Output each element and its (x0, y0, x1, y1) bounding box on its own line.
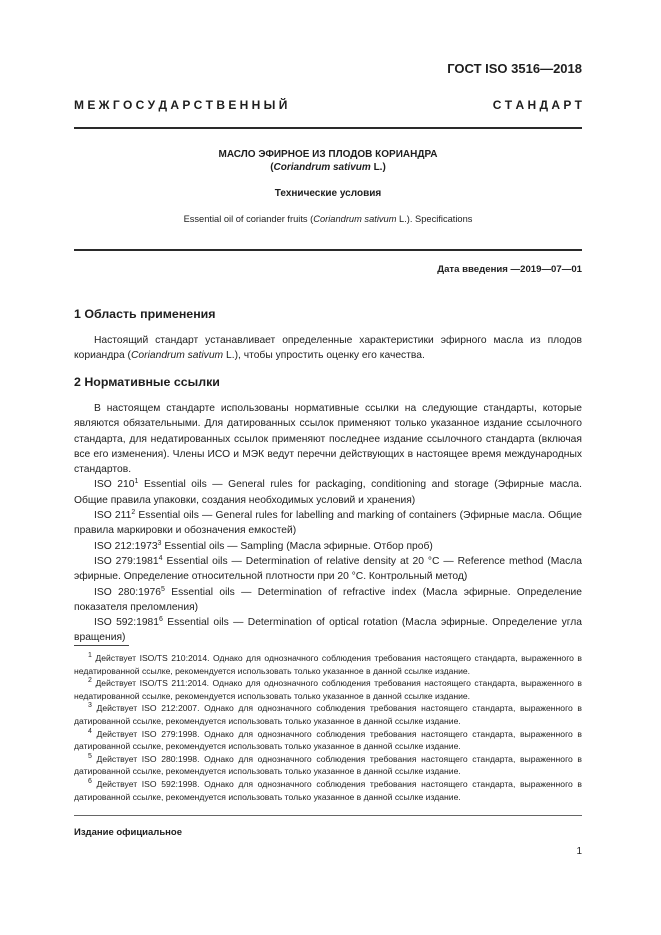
footnote-item: $^4$ Действует ISO 279:1998. Однако для однозначного соблюдения требования настоящего стандарта, выраженного в датированной ссылке, рекомендуется использовать только указанное в данной ссылке издание. (74, 727, 582, 752)
footnotes (74, 652, 582, 803)
introduction-date: Дата введения —2019—07—01 (437, 264, 582, 275)
section1-text-b: L.), чтобы упростить оценку его качества. (223, 350, 425, 362)
reference-item: ISO 212:1973$^3$ Essential oils — Sampling (Масла эфирные. Отбор проб) (94, 539, 433, 552)
section2-body (74, 401, 582, 646)
section1-paragraph (74, 333, 582, 364)
section1-heading: 1 Область применения (74, 307, 216, 321)
title-latin (74, 162, 582, 173)
footnote-item: $^2$ Действует ISO/TS 211:2014. Однако для однозначного соблюдения требования настоящего стандарта, выраженного в недатированной ссылке, рекомендуется использовать только указанное в данной ссылке издание. (74, 677, 582, 701)
section2-heading: 2 Нормативные ссылки (74, 375, 220, 389)
reference-item: ISO 592:1981$^6$ Essential oils — Determination of optical rotation (Масла эфирные. Определение угла вращения) (74, 616, 582, 644)
footnote-item: $^3$ Действует ISO 212:2007. Однако для однозначного соблюдения требования настоящего стандарта, выраженного в датированной ссылке, рекомендуется использовать только указанное в данной ссылке издание. (74, 702, 582, 726)
footnote-item: $^6$ Действует ISO 592:1998. Однако для однозначного соблюдения требования настоящего стандарта, выраженного в датированной ссылке, рекомендуется использовать только указанное в данной ссылке издание. (74, 777, 582, 802)
title-english-prefix: Essential oil of coriander fruits ( (183, 214, 314, 224)
reference-item: ISO $211^2$ Essential oils — General rules for labelling and marking of containers (Эфирные масла. Общие правила маркировки и обозначения емкостей) (74, 509, 582, 537)
section1-text-a: Настоящий стандарт устанавливает определенные характеристики эфирного масла из плодов кориандра ( (74, 335, 582, 362)
reference-item: ISO $210^1$ Essential oils — General rules for packaging, conditioning and storage (Эфирные масла. Общие правила упаковки, создания необходимых условий и хранения) (74, 478, 582, 506)
page-number: 1 (576, 846, 582, 857)
footer-rule (74, 815, 582, 816)
subtitle: Технические условия (274, 188, 382, 199)
footnote-separator (74, 645, 129, 646)
title-russian: МАСЛО ЭФИРНОЕ ИЗ ПЛОДОВ КОРИАНДРА (218, 149, 438, 160)
standard-code: ГОСТ ISO 3516—2018 (447, 61, 582, 76)
banner-word-standard: С Т А Н Д А Р Т (492, 98, 582, 112)
banner-word-interstate: М Е Ж Г О С У Д А Р С Т В Е Н Н Ы Й (74, 98, 288, 112)
title-latin-open: ( (270, 162, 274, 173)
official-edition-label: Издание официальное (74, 827, 182, 838)
footnote-item: $^5$ Действует ISO 280:1998. Однако для однозначного соблюдения требования настоящего стандарта, выраженного в датированной ссылке, рекомендуется использовать только указанное в данной ссылке издание. (74, 752, 582, 777)
reference-item: ISO 279:1981$^4$ Essential oils — Determination of relative density at 20 °C — Reference method (Масла эфирные. Определение относительной плотности при 20 °C. Контрольный метод) (74, 554, 583, 583)
footnote-item: $^1$ Действует ISO/TS 210:2014. Однако для однозначного соблюдения требования настоящего стандарта, выраженного в недатированной ссылке, рекомендуется использовать только указанное в данной ссылке издание. (74, 652, 582, 676)
title-latin-name: Coriandrum sativum (273, 162, 371, 173)
section2-intro: В настоящем стандарте использованы нормативные ссылки на следующие стандарты, которые являются обязательными. Для датированных ссылок применяют только указанное издание ссылочного стандарта, для недатированных ссылок применяют последнее издание ссылочного стандарта (включая все его изменения). Члены ИСО и МЭК ведут перечни действующих в настоящее время международных стандартов. (74, 403, 582, 476)
title-english-suffix: L.). Specifications (396, 214, 473, 224)
section1-latin: Coriandrum sativum (131, 350, 224, 362)
reference-item: ISO 280:1976$^5$ Essential oils — Determination of refractive index (Масла эфирные. Определение показателя преломления) (74, 585, 583, 613)
title-english-latin: Coriandrum sativum (313, 214, 397, 224)
title-latin-close: L.) (370, 162, 386, 173)
standard-banner (74, 98, 582, 112)
title-bottom-rule (74, 249, 582, 251)
top-rule (74, 127, 582, 129)
title-english (74, 214, 582, 224)
